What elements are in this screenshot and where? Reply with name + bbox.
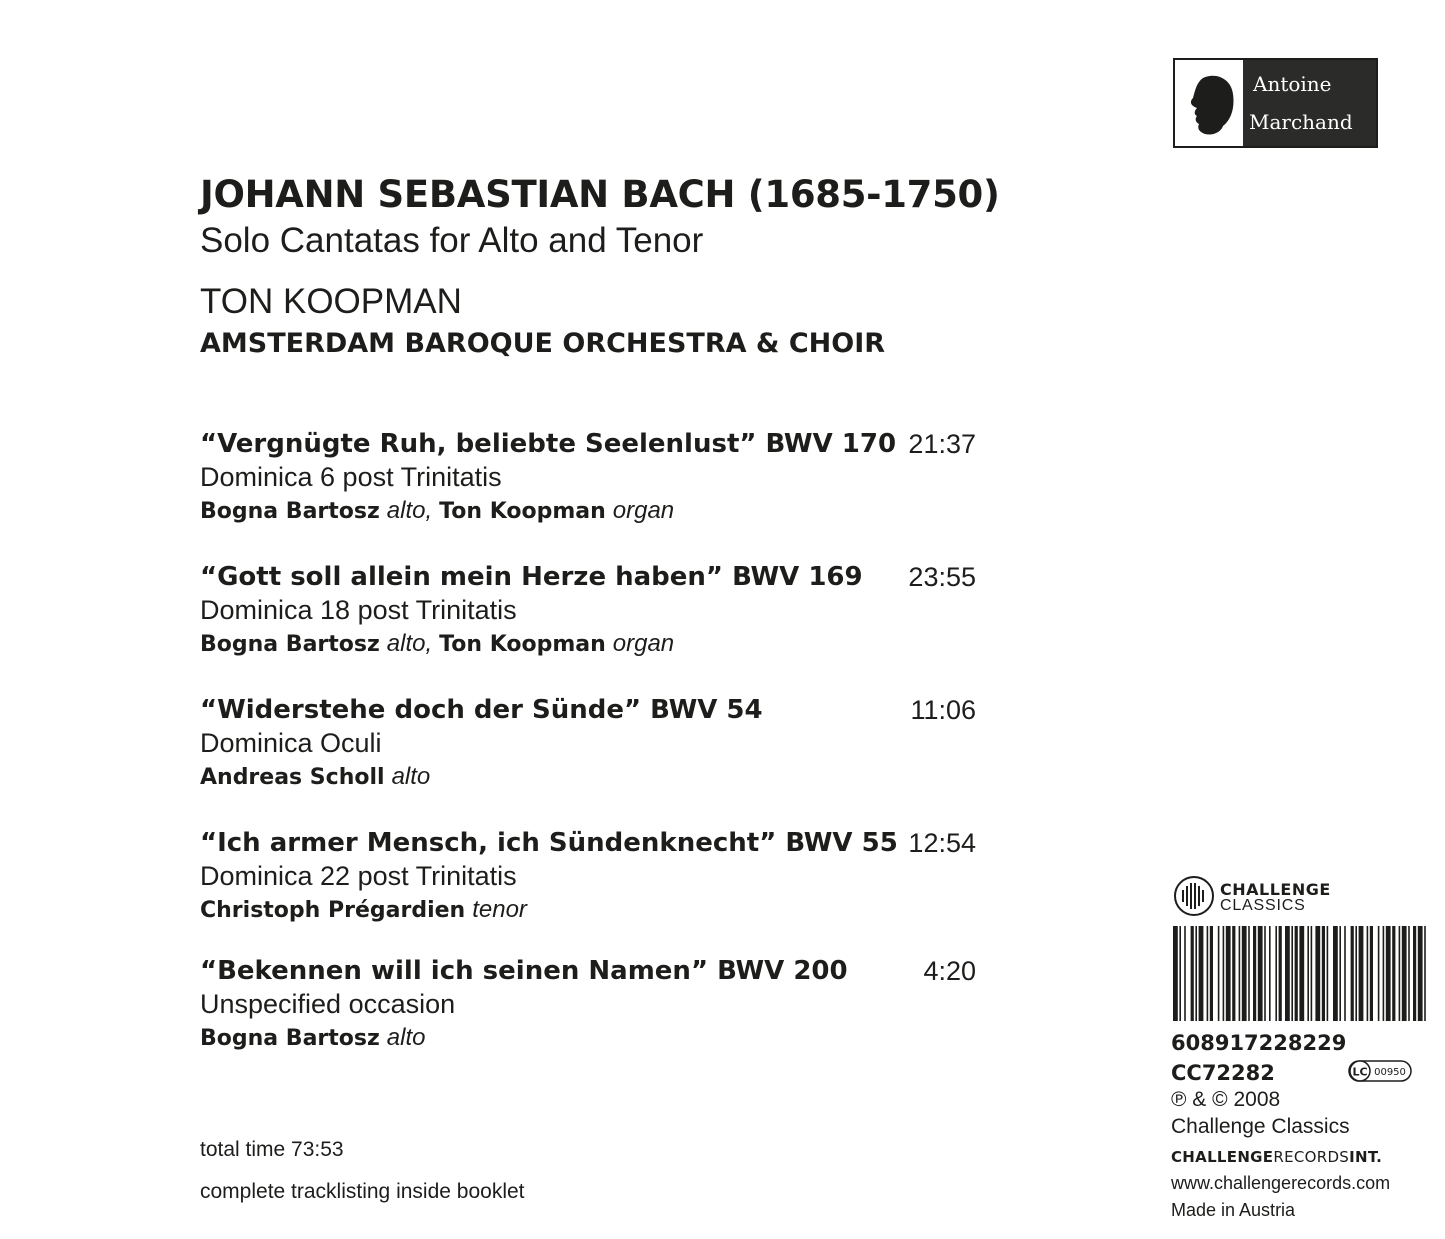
barcode-bar bbox=[1307, 926, 1309, 1021]
barcode-bar bbox=[1367, 926, 1369, 1021]
performer-name: Bogna Bartosz bbox=[200, 632, 380, 657]
barcode-bar bbox=[1253, 926, 1256, 1021]
track-item bbox=[200, 955, 980, 1056]
track-occasion: Unspecified occasion bbox=[200, 989, 456, 1019]
performer-role: tenor bbox=[472, 896, 527, 923]
barcode-bar bbox=[1207, 926, 1209, 1021]
barcode-bar bbox=[1370, 926, 1373, 1021]
track-performers bbox=[200, 760, 980, 795]
barcode-bar bbox=[1226, 926, 1231, 1021]
barcode-bar bbox=[1199, 926, 1204, 1021]
performer-name: Ton Koopman bbox=[439, 632, 606, 657]
records-regular: RECORDS bbox=[1273, 1148, 1350, 1166]
barcode-bar bbox=[1315, 926, 1320, 1021]
label-code-badge bbox=[1348, 1058, 1412, 1084]
barcode-bar bbox=[1232, 926, 1235, 1021]
track-item bbox=[200, 561, 980, 662]
barcode-bar bbox=[1295, 926, 1298, 1021]
barcode-bar bbox=[1383, 926, 1385, 1021]
logo-line-2: Marchand bbox=[1249, 110, 1353, 134]
portrait-silhouette-icon bbox=[1183, 72, 1239, 138]
barcode-bar bbox=[1279, 926, 1282, 1021]
barcode-bar bbox=[1339, 926, 1341, 1021]
barcode-bar bbox=[1392, 926, 1395, 1021]
track-occasion: Dominica Oculi bbox=[200, 728, 382, 758]
performer-role: organ bbox=[612, 630, 675, 657]
track-duration: 21:37 bbox=[908, 429, 976, 459]
copyright-line: ℗ & © 2008 bbox=[1171, 1088, 1281, 1111]
barcode-bar bbox=[1269, 926, 1271, 1021]
ean-number: 608917228229 bbox=[1171, 1031, 1347, 1055]
barcode-bar bbox=[1195, 926, 1197, 1021]
performer-name: Ton Koopman bbox=[439, 499, 606, 524]
track-item bbox=[200, 694, 980, 795]
lc-code: 00950 bbox=[1374, 1067, 1406, 1078]
performer-role: alto bbox=[391, 763, 431, 790]
ensemble-name: AMSTERDAM BAROQUE ORCHESTRA & CHOIR bbox=[200, 328, 886, 359]
barcode-bar bbox=[1408, 926, 1410, 1021]
challenge-logo-line-1: CHALLENGE bbox=[1220, 880, 1331, 899]
catalog-number: CC72282 bbox=[1171, 1061, 1275, 1085]
track-title: “Gott soll allein mein Herze haben” BWV 169 bbox=[200, 562, 863, 592]
barcode-bar bbox=[1355, 926, 1357, 1021]
track-performers bbox=[200, 1021, 980, 1056]
track-item bbox=[200, 428, 980, 529]
barcode-bar bbox=[1333, 926, 1338, 1021]
barcode-bar bbox=[1191, 926, 1194, 1021]
barcode-bar bbox=[1173, 926, 1178, 1021]
barcode-bar bbox=[1344, 926, 1346, 1021]
performer-name: Andreas Scholl bbox=[200, 765, 385, 790]
logo-line-1: Antoine bbox=[1253, 72, 1332, 96]
performer-role: organ bbox=[612, 497, 675, 524]
performer-name: Christoph Prégardien bbox=[200, 898, 466, 923]
records-wordmark bbox=[1171, 1148, 1382, 1166]
track-title: “Ich armer Mensch, ich Sündenknecht” BWV 55 bbox=[200, 828, 898, 858]
website-link[interactable]: www.challengerecords.com bbox=[1171, 1173, 1391, 1193]
track-occasion: Dominica 18 post Trinitatis bbox=[200, 595, 517, 625]
barcode-bar bbox=[1402, 926, 1407, 1021]
track-performers bbox=[200, 627, 980, 662]
track-occasion: Dominica 6 post Trinitatis bbox=[200, 462, 502, 492]
barcode-bar bbox=[1386, 926, 1391, 1021]
barcode-icon bbox=[1173, 926, 1427, 1021]
barcode-bar bbox=[1275, 926, 1277, 1021]
challenge-sound-bars-icon bbox=[1173, 875, 1215, 917]
barcode-bar bbox=[1223, 926, 1225, 1021]
barcode-bar bbox=[1327, 926, 1329, 1021]
track-occasion: Dominica 22 post Trinitatis bbox=[200, 861, 517, 891]
barcode-bar bbox=[1264, 926, 1266, 1021]
company-name: Challenge Classics bbox=[1171, 1115, 1350, 1138]
barcode-bar bbox=[1311, 926, 1313, 1021]
conductor-name: TON KOOPMAN bbox=[200, 282, 462, 321]
booklet-note: complete tracklisting inside booklet bbox=[200, 1180, 525, 1203]
barcode-bar bbox=[1218, 926, 1220, 1021]
track-performers bbox=[200, 494, 980, 529]
records-bold-2: INT. bbox=[1349, 1148, 1383, 1166]
barcode-bar bbox=[1248, 926, 1250, 1021]
barcode-bar bbox=[1291, 926, 1293, 1021]
barcode-bar bbox=[1299, 926, 1304, 1021]
track-title: “Widerstehe doch der Sünde” BWV 54 bbox=[200, 695, 763, 725]
barcode-bar bbox=[1239, 926, 1241, 1021]
barcode-bar bbox=[1285, 926, 1290, 1021]
barcode-bar bbox=[1322, 926, 1325, 1021]
challenge-logo-line-2: CLASSICS bbox=[1220, 897, 1306, 914]
barcode-bar bbox=[1378, 926, 1380, 1021]
performer-role: alto bbox=[386, 1024, 426, 1051]
barcode-bar bbox=[1179, 926, 1181, 1021]
antoine-marchand-logo bbox=[1173, 58, 1378, 148]
track-duration: 11:06 bbox=[910, 695, 976, 725]
barcode-bar bbox=[1258, 926, 1263, 1021]
lc-prefix: LC bbox=[1352, 1065, 1368, 1079]
track-duration: 23:55 bbox=[908, 562, 976, 592]
track-duration: 12:54 bbox=[908, 828, 976, 858]
barcode-bar bbox=[1413, 926, 1416, 1021]
barcode-bar bbox=[1184, 926, 1186, 1021]
track-duration: 4:20 bbox=[923, 956, 976, 986]
performer-name: Bogna Bartosz bbox=[200, 499, 380, 524]
barcode-bar bbox=[1210, 926, 1213, 1021]
performer-role: alto, bbox=[386, 630, 433, 657]
track-item bbox=[200, 827, 980, 928]
barcode-bar bbox=[1242, 926, 1247, 1021]
barcode-bar bbox=[1418, 926, 1423, 1021]
track-title: “Bekennen will ich seinen Namen” BWV 200 bbox=[200, 956, 848, 986]
barcode-bar bbox=[1424, 926, 1426, 1021]
performer-role: alto, bbox=[386, 497, 433, 524]
made-in: Made in Austria bbox=[1171, 1200, 1296, 1220]
performer-name: Bogna Bartosz bbox=[200, 1026, 380, 1051]
album-subtitle: Solo Cantatas for Alto and Tenor bbox=[200, 221, 704, 260]
total-time: total time 73:53 bbox=[200, 1138, 344, 1161]
track-performers bbox=[200, 893, 980, 928]
records-bold-1: CHALLENGE bbox=[1171, 1148, 1274, 1166]
barcode-bar bbox=[1399, 926, 1401, 1021]
barcode-bar bbox=[1359, 926, 1364, 1021]
composer-title: JOHANN SEBASTIAN BACH (1685-1750) bbox=[200, 173, 1000, 216]
barcode-bar bbox=[1351, 926, 1354, 1021]
track-title: “Vergnügte Ruh, beliebte Seelenlust” BWV 170 bbox=[200, 429, 897, 459]
